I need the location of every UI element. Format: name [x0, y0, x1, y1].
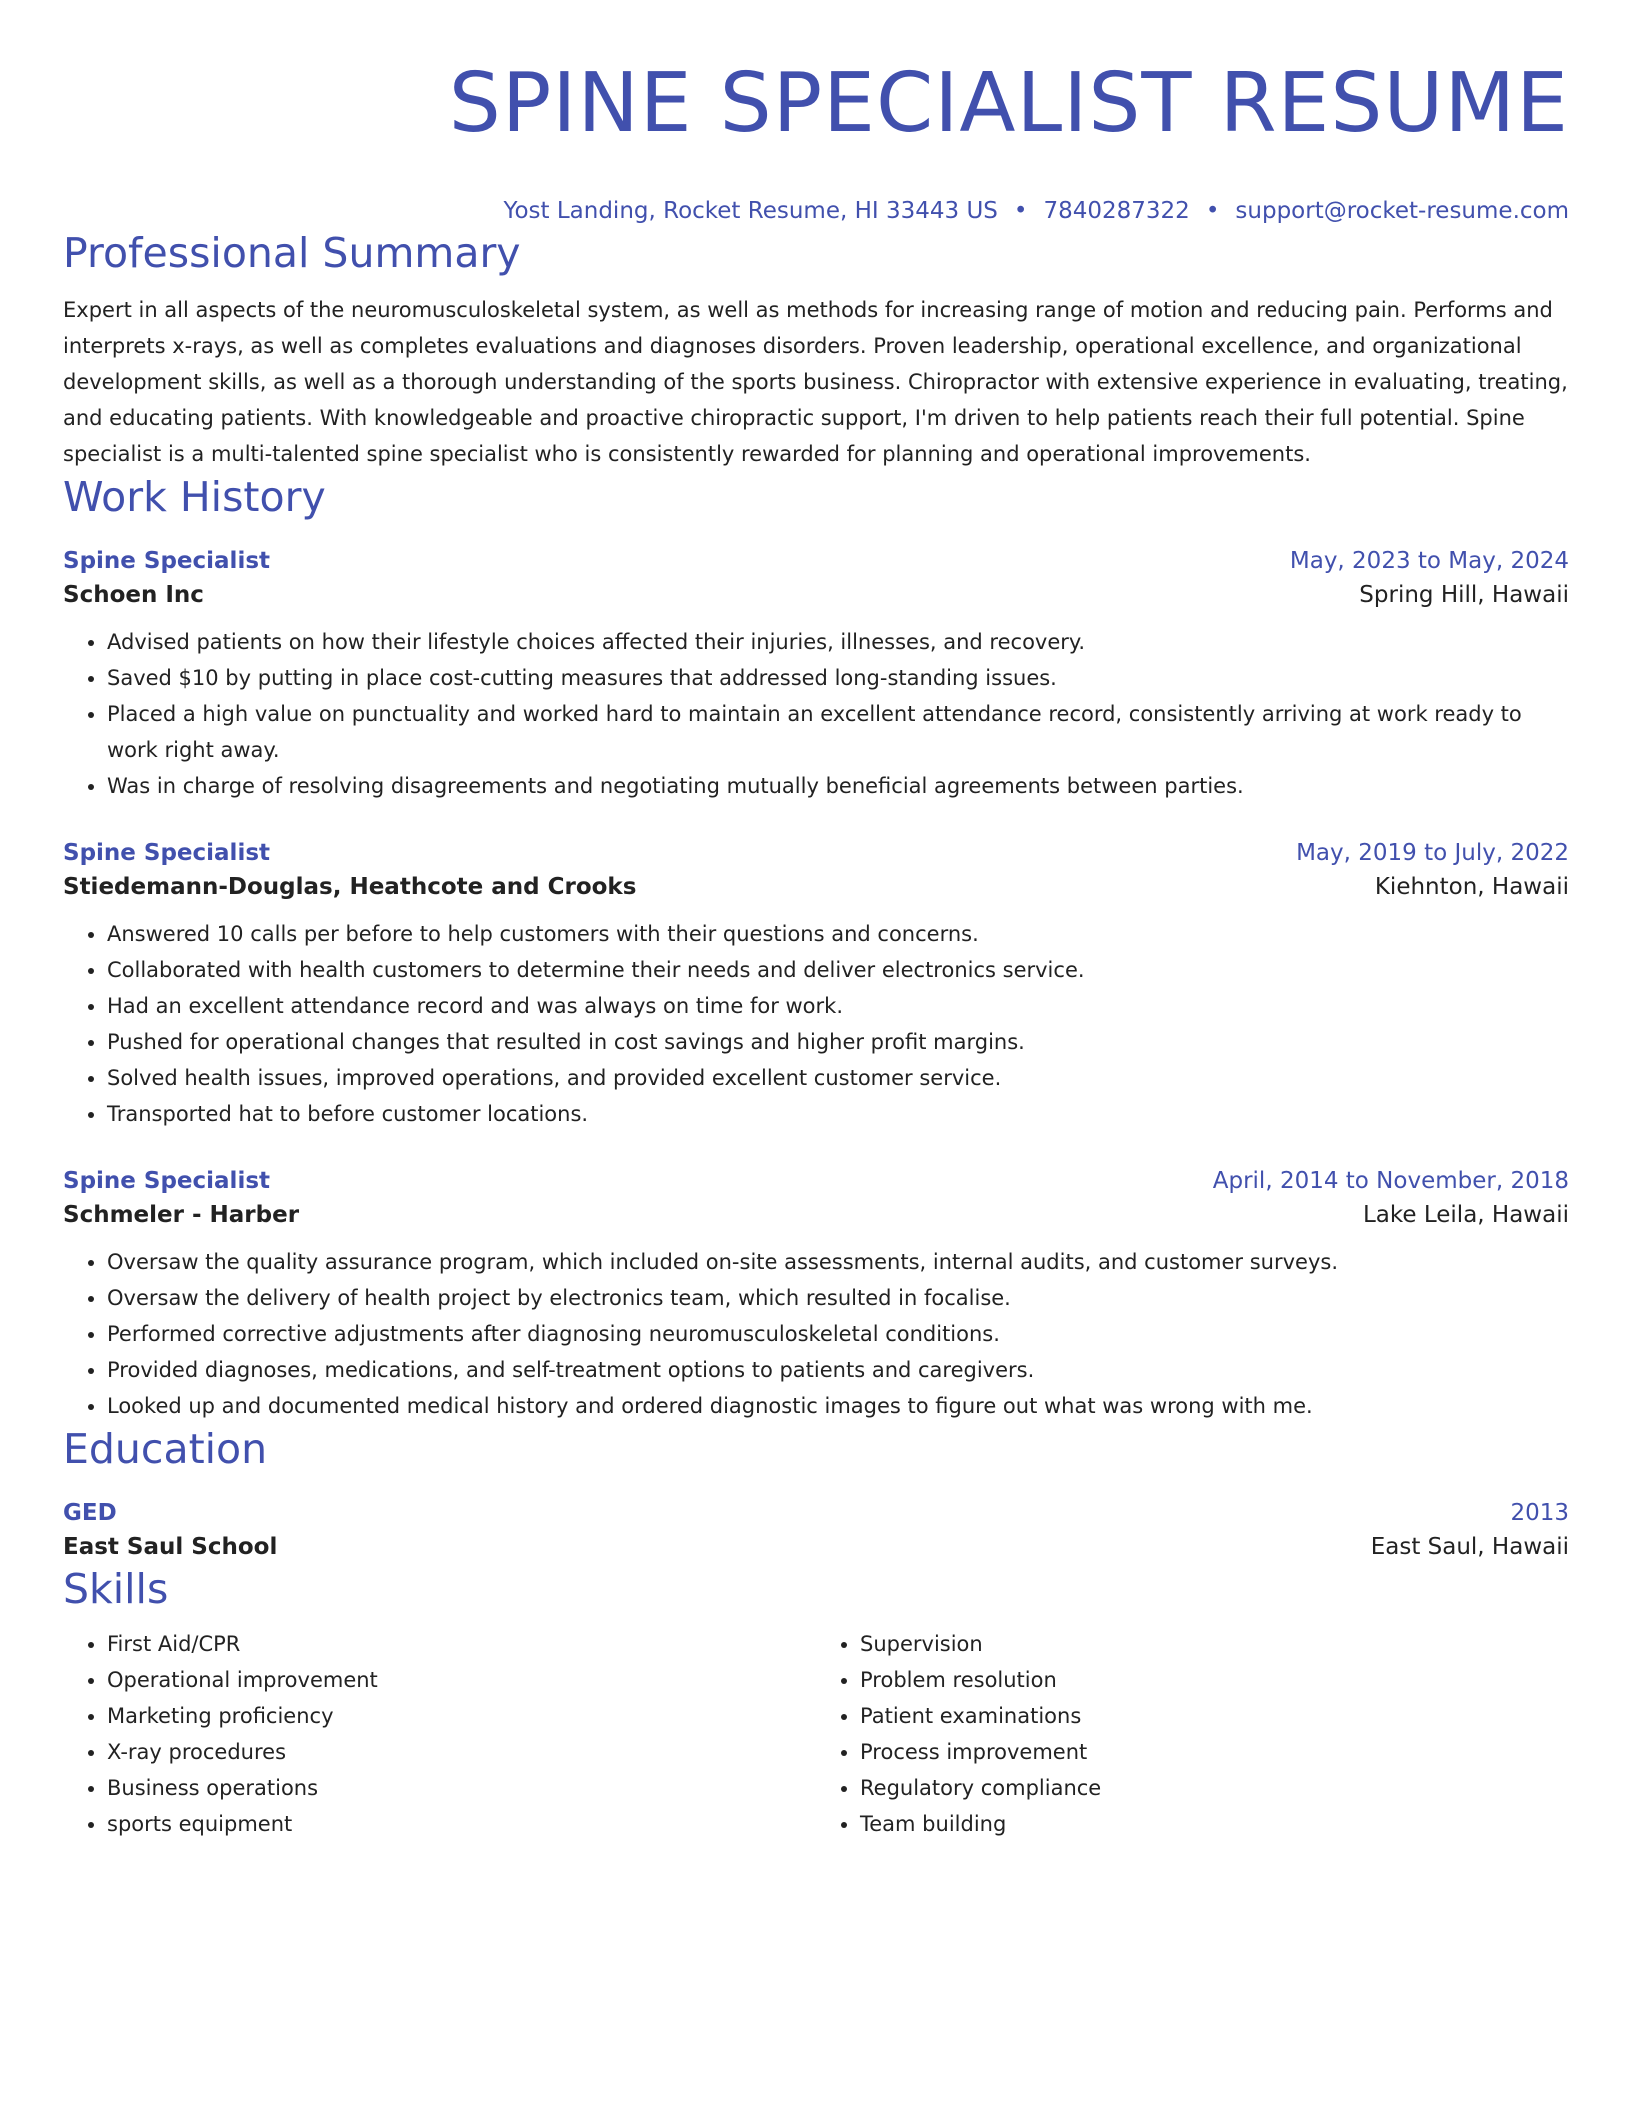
skills-list — [63, 1626, 1569, 1842]
contact-separator: • — [1013, 198, 1028, 224]
job-bullet: • Saved $10 by putting in place cost-cutting measures that addressed long-standing issues. — [107, 660, 1569, 696]
contact-email: support@rocket-resume.com — [1235, 198, 1569, 224]
education-location: East Saul, Hawaii — [1370, 1534, 1569, 1560]
job-role: Spine Specialist — [63, 840, 271, 866]
job-bullet: • Oversaw the quality assurance program, which included on-site assessments, internal audits, and customer surveys. — [107, 1244, 1569, 1280]
skill-item: • Problem resolution — [860, 1662, 1569, 1698]
job-bullet: • Oversaw the delivery of health project by electronics team, which resulted in focalise. — [107, 1280, 1569, 1316]
job-bullet: • Advised patients on how their lifestyle choices affected their injuries, illnesses, and recovery. — [107, 624, 1569, 660]
job-bullets — [63, 916, 1569, 1132]
job-location: Kiehnton, Hawaii — [1374, 874, 1569, 900]
job-location: Spring Hill, Hawaii — [1359, 582, 1569, 608]
skill-item: • sports equipment — [107, 1806, 816, 1842]
contact-phone: 7840287322 — [1043, 198, 1190, 224]
education-degree: GED — [63, 1500, 117, 1526]
job-entry — [63, 836, 1569, 1132]
contact-separator: • — [1205, 198, 1220, 224]
job-company: Schoen Inc — [63, 582, 204, 608]
job-bullet: • Provided diagnoses, medications, and self-treatment options to patients and caregivers. — [107, 1352, 1569, 1388]
contact-line — [63, 194, 1569, 228]
skill-item: • Marketing proficiency — [107, 1698, 816, 1734]
skill-item: • First Aid/CPR — [107, 1626, 816, 1662]
job-dates: April, 2014 to November, 2018 — [1212, 1168, 1569, 1194]
skill-item: • Operational improvement — [107, 1662, 816, 1698]
job-bullet: • Collaborated with health customers to determine their needs and deliver electronics service. — [107, 952, 1569, 988]
summary-heading: Professional Summary — [63, 229, 521, 277]
skills-column-right — [816, 1626, 1569, 1842]
job-bullets — [63, 624, 1569, 804]
job-entry — [63, 1164, 1569, 1424]
work-history-heading: Work History — [63, 473, 326, 521]
job-role: Spine Specialist — [63, 548, 271, 574]
skills-heading: Skills — [63, 1565, 169, 1613]
education-school: East Saul School — [63, 1534, 278, 1560]
skill-item: • Business operations — [107, 1770, 816, 1806]
skill-item: • Supervision — [860, 1626, 1569, 1662]
resume-title: SPINE SPECIALIST RESUME — [448, 56, 1569, 151]
job-dates: May, 2019 to July, 2022 — [1296, 840, 1569, 866]
job-entry — [63, 544, 1569, 804]
contact-address: Yost Landing, Rocket Resume, HI 33443 US — [503, 198, 998, 224]
job-bullet: • Had an excellent attendance record and was always on time for work. — [107, 988, 1569, 1024]
education-entry — [63, 1496, 1569, 1564]
job-dates: May, 2023 to May, 2024 — [1289, 548, 1569, 574]
job-bullet: • Was in charge of resolving disagreements and negotiating mutually beneficial agreements between parties. — [107, 768, 1569, 804]
education-heading: Education — [63, 1425, 268, 1473]
job-bullet: • Solved health issues, improved operations, and provided excellent customer service. — [107, 1060, 1569, 1096]
job-bullet: • Looked up and documented medical history and ordered diagnostic images to figure out what was wrong with me. — [107, 1388, 1569, 1424]
job-company: Schmeler - Harber — [63, 1202, 300, 1228]
job-bullet: • Transported hat to before customer locations. — [107, 1096, 1569, 1132]
job-bullet: • Performed corrective adjustments after diagnosing neuromusculoskeletal conditions. — [107, 1316, 1569, 1352]
skill-item: • Regulatory compliance — [860, 1770, 1569, 1806]
job-role: Spine Specialist — [63, 1168, 271, 1194]
job-bullets — [63, 1244, 1569, 1424]
job-company: Stiedemann-Douglas, Heathcote and Crooks — [63, 874, 637, 900]
skills-column-left — [63, 1626, 816, 1842]
skill-item: • Patient examinations — [860, 1698, 1569, 1734]
job-bullet: • Answered 10 calls per before to help customers with their questions and concerns. — [107, 916, 1569, 952]
summary-text: Expert in all aspects of the neuromusculoskeletal system, as well as methods for increasing range of motion and reducing pain. Performs and interprets x-rays, as well as completes evaluations and diagnoses disorders. Proven leadership, operational excellence, and organizational development skills, as well as a thorough understanding of the sports business. Chiropractor with extensive experience in evaluating, treating, and educating patients. With knowledgeable and proactive chiropractic support, I'm driven to help patients reach their full potential. Spine specialist is a multi-talented spine specialist who is consistently rewarded for planning and operational improvements. — [63, 298, 1568, 466]
education-year: 2013 — [1510, 1500, 1569, 1526]
job-location: Lake Leila, Hawaii — [1362, 1202, 1569, 1228]
skill-item: • Process improvement — [860, 1734, 1569, 1770]
job-bullet: • Pushed for operational changes that resulted in cost savings and higher profit margins. — [107, 1024, 1569, 1060]
skill-item: • X-ray procedures — [107, 1734, 816, 1770]
skill-item: • Team building — [860, 1806, 1569, 1842]
job-bullet: • Placed a high value on punctuality and worked hard to maintain an excellent attendance record, consistently arriving at work ready to work right away. — [107, 696, 1569, 768]
